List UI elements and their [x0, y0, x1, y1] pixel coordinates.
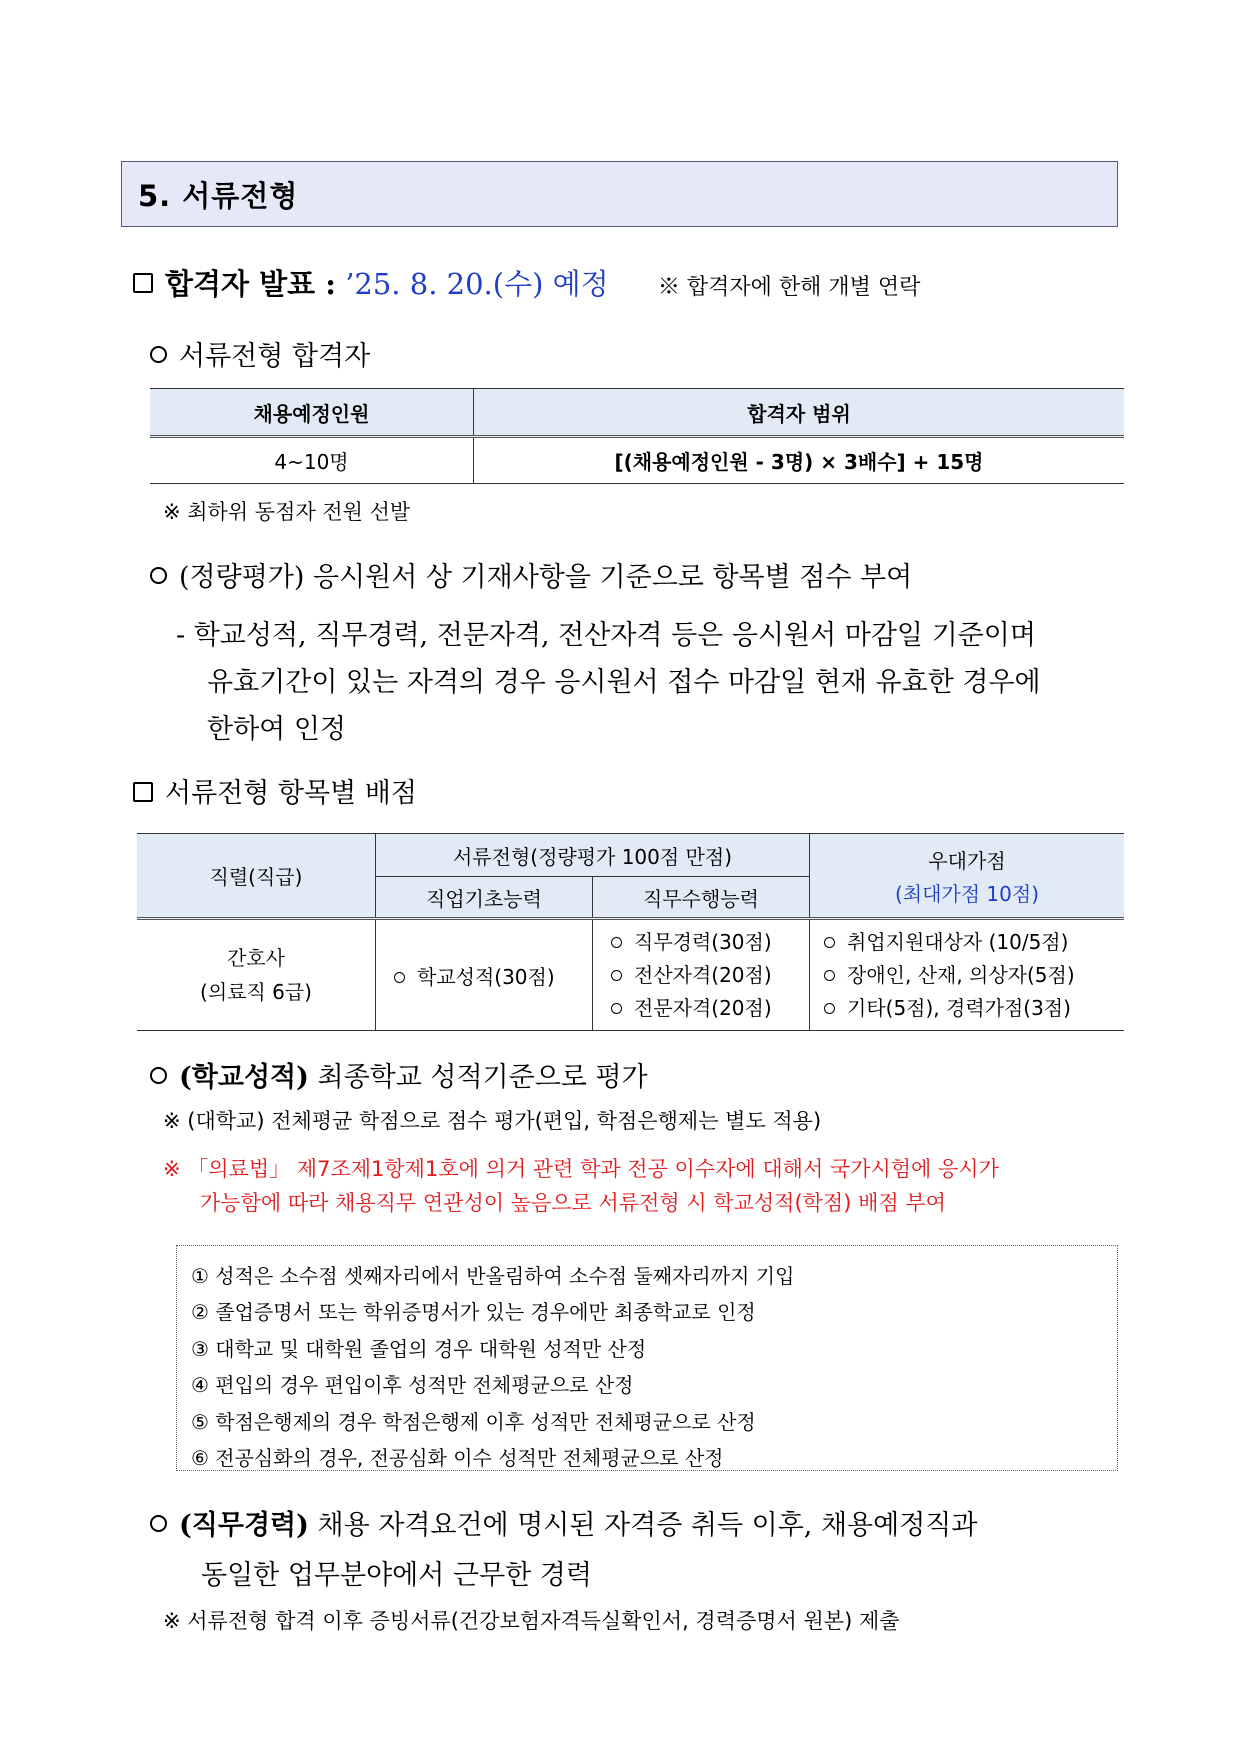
allocation-table	[137, 833, 1124, 1031]
circle-bullet-icon	[150, 1067, 167, 1084]
table-cell	[137, 919, 376, 1031]
allocation-heading-text: 서류전형 항목별 배점	[165, 778, 417, 809]
rank-line-2: (의료직 6급)	[200, 980, 312, 1004]
announcement-line	[133, 262, 920, 303]
bonus-header: 우대가점	[928, 848, 1006, 873]
table-header-row	[150, 389, 1124, 437]
bonus-item: 기타(5점), 경력가점(3점)	[847, 995, 1071, 1020]
announcement-note: ※ 합격자에 한해 개별 연락	[657, 275, 921, 300]
table-cell	[810, 919, 1125, 1031]
bonus-item: 장애인, 산재, 의상자(5점)	[847, 962, 1075, 987]
bonus-max: (최대가점 10점)	[894, 881, 1039, 906]
list-item	[824, 992, 1123, 1025]
square-bullet-icon	[133, 273, 153, 293]
pass-heading-text: 서류전형 합격자	[179, 341, 371, 372]
square-bullet-icon	[133, 782, 153, 802]
list-item	[824, 959, 1123, 992]
table-header-cell	[810, 834, 1125, 919]
table-row	[137, 919, 1124, 1031]
table-cell: 4~10명	[150, 437, 474, 484]
table-header-cell: 서류전형(정량평가 100점 만점)	[376, 834, 810, 877]
circle-bullet-icon	[611, 937, 622, 948]
list-item	[611, 926, 808, 959]
list-item: ④ 편입의 경우 편입이후 성적만 전체평균으로 산정	[191, 1373, 634, 1398]
list-item: ② 졸업증명서 또는 학위증명서가 있는 경우에만 최종학교로 인정	[191, 1300, 756, 1325]
section-title: 5. 서류전형	[138, 178, 299, 213]
quant-heading-text: (정량평가) 응시원서 상 기재사항을 기준으로 항목별 점수 부여	[179, 562, 913, 593]
table-cell	[593, 919, 810, 1031]
list-item: ① 성적은 소수점 셋째자리에서 반올림하여 소수점 둘째자리까지 기입	[191, 1264, 795, 1288]
table-header-cell: 직무수행능력	[593, 877, 810, 919]
rank-line-1: 간호사	[227, 946, 285, 970]
allocation-heading	[133, 771, 417, 810]
school-heading-rest: 최종학교 성적기준으로 평가	[317, 1062, 648, 1093]
announcement-date: ’25. 8. 20.(수) 예정	[345, 267, 609, 301]
circle-bullet-icon	[150, 567, 167, 584]
career-heading	[150, 1503, 977, 1542]
table-header-cell: 채용예정인원	[150, 389, 474, 437]
list-item	[611, 959, 808, 992]
quant-line-3: 한하여 인정	[207, 714, 346, 745]
circle-bullet-icon	[824, 1003, 835, 1014]
announcement-label: 합격자 발표 :	[165, 267, 336, 301]
bonus-item: 취업지원대상자 (10/5점)	[847, 929, 1069, 954]
table-header-cell: 직렬(직급)	[137, 834, 376, 919]
job-item: 전문자격(20점)	[634, 995, 772, 1020]
table-header-cell: 직업기초능력	[376, 877, 593, 919]
job-item: 직무경력(30점)	[634, 929, 772, 954]
list-item	[824, 926, 1123, 959]
table-cell: [(채용예정인원 - 3명) × 3배수] + 15명	[474, 437, 1125, 484]
circle-bullet-icon	[394, 972, 405, 983]
career-heading-bold: (직무경력)	[179, 1510, 309, 1541]
section-header	[121, 161, 1118, 227]
tie-note: ※ 최하위 동점자 전원 선발	[163, 500, 411, 524]
table-header-row	[137, 834, 1124, 877]
list-item: ③ 대학교 및 대학원 졸업의 경우 대학원 성적만 산정	[191, 1336, 647, 1361]
table-row	[150, 437, 1124, 484]
school-note-1: ※ (대학교) 전체평균 학점으로 점수 평가(편입, 학점은행제는 별도 적용)	[163, 1109, 822, 1133]
circle-bullet-icon	[150, 1515, 167, 1532]
pass-range-table	[150, 388, 1124, 484]
career-heading-rest: 채용 자격요건에 명시된 자격증 취득 이후, 채용예정직과	[317, 1510, 978, 1541]
school-heading	[150, 1055, 648, 1094]
circle-bullet-icon	[150, 346, 167, 363]
circle-bullet-icon	[824, 970, 835, 981]
job-item: 전산자격(20점)	[634, 962, 772, 987]
school-heading-bold: (학교성적)	[179, 1062, 309, 1093]
circle-bullet-icon	[611, 1003, 622, 1014]
list-item	[611, 992, 808, 1025]
school-note-2a: ※ 「의료법」 제7조제1항제1호에 의거 관련 학과 전공 이수자에 대해서 국가시험에 응시가	[163, 1157, 999, 1181]
quant-line-2: 유효기간이 있는 자격의 경우 응시원서 접수 마감일 현재 유효한 경우에	[207, 667, 1041, 698]
table-cell	[376, 919, 593, 1031]
school-rules-box	[176, 1245, 1118, 1471]
career-note: ※ 서류전형 합격 이후 증빙서류(건강보험자격득실확인서, 경력증명서 원본) 제출	[163, 1609, 900, 1633]
list-item: ⑥ 전공심화의 경우, 전공심화 이수 성적만 전체평균으로 산정	[191, 1445, 724, 1470]
pass-heading	[150, 334, 370, 373]
quant-line-1: - 학교성적, 직무경력, 전문자격, 전산자격 등은 응시원서 마감일 기준이며	[176, 620, 1036, 651]
circle-bullet-icon	[611, 970, 622, 981]
quant-heading	[150, 555, 912, 594]
table-header-cell: 합격자 범위	[474, 389, 1125, 437]
career-line-2: 동일한 업무분야에서 근무한 경력	[201, 1560, 592, 1591]
circle-bullet-icon	[824, 937, 835, 948]
basic-item: 학교성적(30점)	[417, 964, 555, 989]
list-item: ⑤ 학점은행제의 경우 학점은행제 이후 성적만 전체평균으로 산정	[191, 1409, 756, 1434]
school-note-2b: 가능함에 따라 채용직무 연관성이 높음으로 서류전형 시 학교성적(학점) 배점 부여	[200, 1191, 946, 1215]
